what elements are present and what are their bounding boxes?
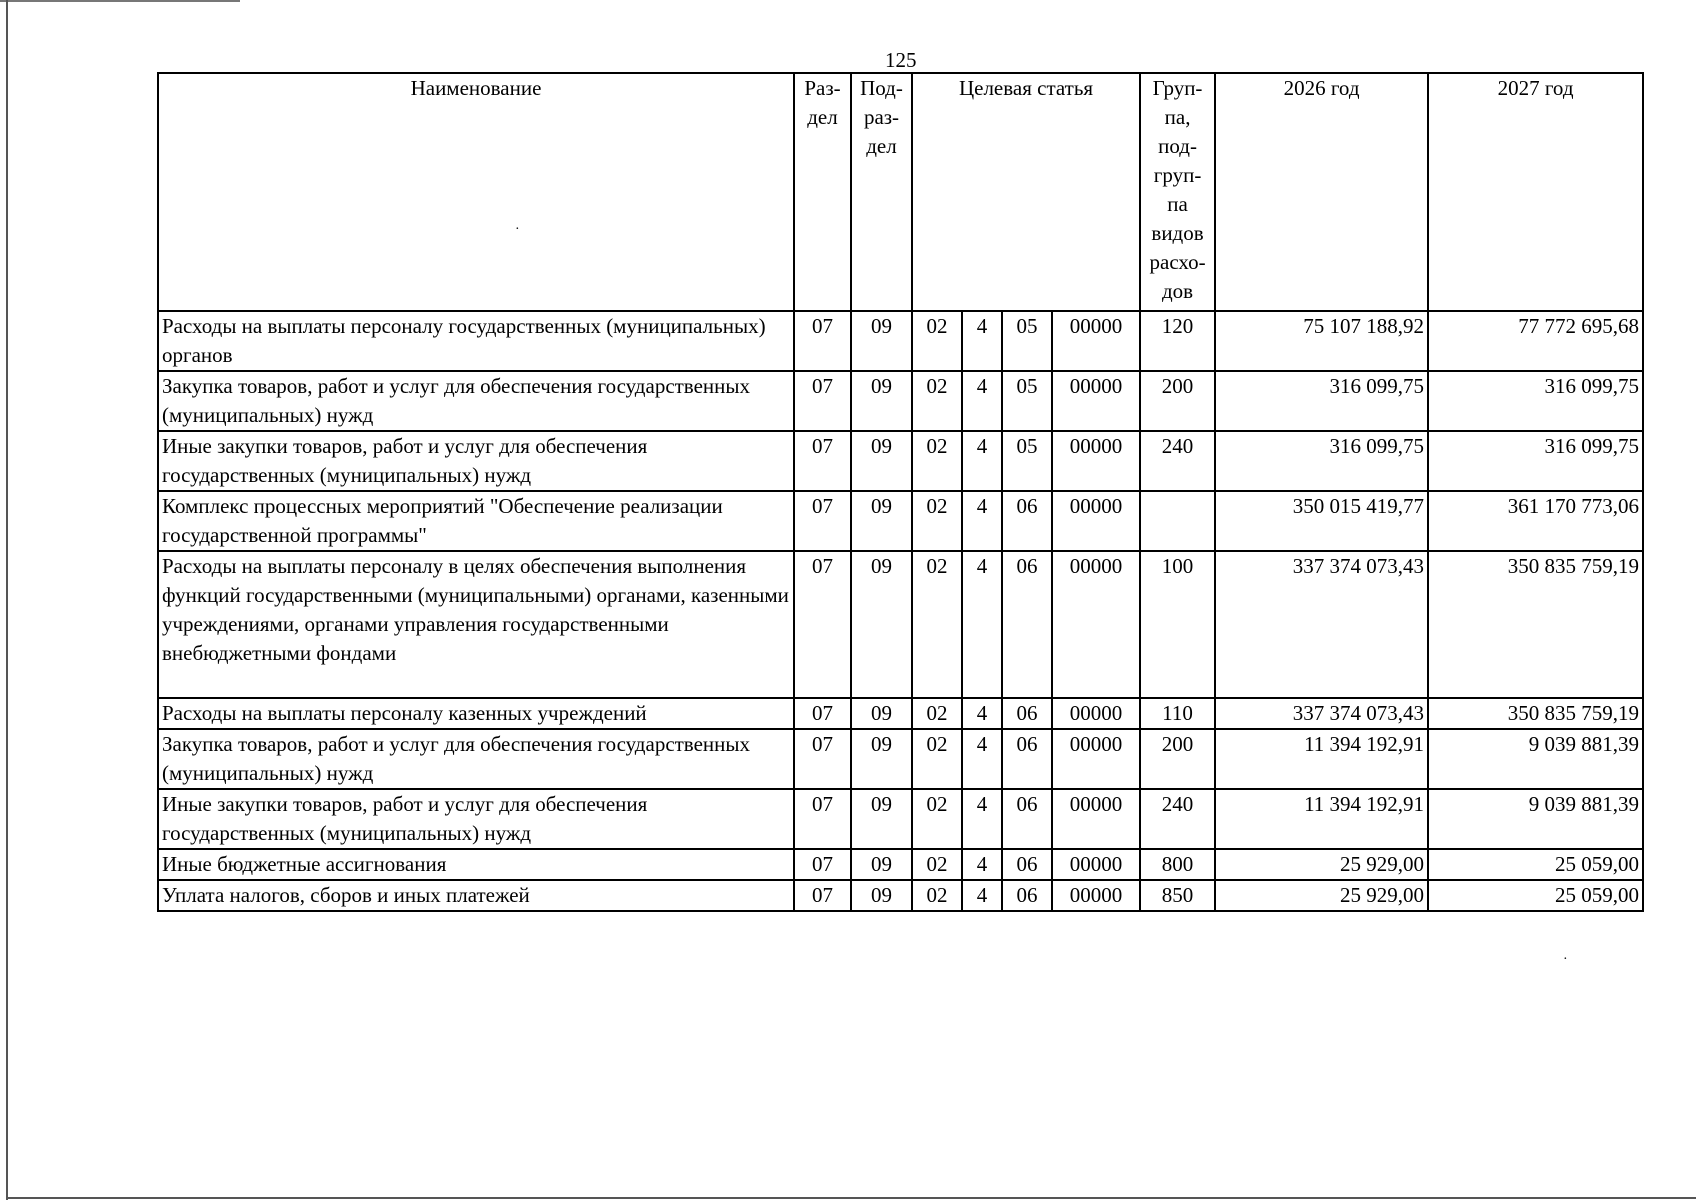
row-target-article-program: 02 [912,880,962,911]
row-target-article-program: 02 [912,698,962,729]
row-target-article-direction: 00000 [1052,789,1140,849]
row-subsection: 09 [851,698,912,729]
header-expense-group: Груп- па, под- груп- па видов расхо- дов [1140,73,1215,311]
row-amount-2026: 316 099,75 [1215,431,1428,491]
header-target-article: Целевая статья [912,73,1140,311]
row-target-article-program: 02 [912,371,962,431]
header-year-2026: 2026 год [1215,73,1428,311]
row-amount-2026: 25 929,00 [1215,880,1428,911]
row-target-article-program: 02 [912,789,962,849]
row-target-article-type: 4 [962,698,1002,729]
row-amount-2026: 75 107 188,92 [1215,311,1428,371]
row-subsection: 09 [851,551,912,698]
row-target-article-complex: 06 [1002,551,1052,698]
row-target-article-program: 02 [912,491,962,551]
table-row [158,311,1643,371]
row-amount-2026: 25 929,00 [1215,849,1428,880]
row-section: 07 [794,491,851,551]
row-target-article-direction: 00000 [1052,698,1140,729]
row-name: Уплата налогов, сборов и иных платежей [158,880,794,911]
row-target-article-complex: 06 [1002,729,1052,789]
row-target-article-type: 4 [962,551,1002,698]
row-target-article-complex: 06 [1002,698,1052,729]
row-target-article-direction: 00000 [1052,880,1140,911]
row-target-article-complex: 06 [1002,789,1052,849]
row-expense-group: 100 [1140,551,1215,698]
row-amount-2027: 350 835 759,19 [1428,551,1643,698]
row-name: Расходы на выплаты персоналу казенных учреждений [158,698,794,729]
row-amount-2027: 361 170 773,06 [1428,491,1643,551]
row-name: Комплекс процессных мероприятий "Обеспечение реализации государственной программы" [158,491,794,551]
row-expense-group: 850 [1140,880,1215,911]
scan-speck: · [1563,952,1568,967]
row-target-article-type: 4 [962,371,1002,431]
row-amount-2027: 350 835 759,19 [1428,698,1643,729]
row-amount-2027: 77 772 695,68 [1428,311,1643,371]
row-target-article-complex: 06 [1002,849,1052,880]
row-expense-group: 240 [1140,431,1215,491]
header-section: Раз- дел [794,73,851,311]
header-year-2027: 2027 год [1428,73,1643,311]
row-amount-2027: 316 099,75 [1428,431,1643,491]
row-section: 07 [794,431,851,491]
row-subsection: 09 [851,431,912,491]
row-section: 07 [794,880,851,911]
row-section: 07 [794,789,851,849]
table-row [158,789,1643,849]
scan-speck: · [515,222,520,237]
row-section: 07 [794,311,851,371]
row-target-article-program: 02 [912,551,962,698]
row-target-article-direction: 00000 [1052,491,1140,551]
row-target-article-type: 4 [962,491,1002,551]
row-amount-2026: 350 015 419,77 [1215,491,1428,551]
row-target-article-direction: 00000 [1052,551,1140,698]
row-expense-group: 240 [1140,789,1215,849]
row-amount-2026: 11 394 192,91 [1215,729,1428,789]
row-target-article-program: 02 [912,431,962,491]
row-target-article-complex: 06 [1002,491,1052,551]
row-section: 07 [794,849,851,880]
header-subsection: Под- раз- дел [851,73,912,311]
row-amount-2027: 316 099,75 [1428,371,1643,431]
row-target-article-complex: 06 [1002,880,1052,911]
row-amount-2026: 316 099,75 [1215,371,1428,431]
row-expense-group: 110 [1140,698,1215,729]
row-amount-2027: 25 059,00 [1428,880,1643,911]
table-header-row [158,73,1643,311]
row-expense-group: 800 [1140,849,1215,880]
table-row [158,849,1643,880]
row-section: 07 [794,698,851,729]
row-section: 07 [794,371,851,431]
row-target-article-direction: 00000 [1052,431,1140,491]
row-target-article-complex: 05 [1002,371,1052,431]
row-amount-2026: 337 374 073,43 [1215,551,1428,698]
row-target-article-type: 4 [962,431,1002,491]
header-name: Наименование [158,73,794,311]
row-target-article-program: 02 [912,311,962,371]
row-name: Закупка товаров, работ и услуг для обеспечения государственных (муниципальных) нужд [158,729,794,789]
row-expense-group: 200 [1140,729,1215,789]
row-name: Иные закупки товаров, работ и услуг для обеспечения государственных (муниципальных) нужд [158,789,794,849]
row-name: Иные бюджетные ассигнования [158,849,794,880]
row-target-article-program: 02 [912,729,962,789]
row-name: Расходы на выплаты персоналу в целях обеспечения выполнения функций государственными (муниципальными) органами, казенными учреждениями, органами управления государственными внебюджетными фондами [158,551,794,698]
row-name: Иные закупки товаров, работ и услуг для обеспечения государственных (муниципальных) нужд [158,431,794,491]
row-subsection: 09 [851,371,912,431]
row-name: Расходы на выплаты персоналу государственных (муниципальных) органов [158,311,794,371]
row-section: 07 [794,551,851,698]
row-target-article-type: 4 [962,880,1002,911]
row-subsection: 09 [851,729,912,789]
table-row [158,880,1643,911]
row-subsection: 09 [851,849,912,880]
row-target-article-type: 4 [962,849,1002,880]
row-subsection: 09 [851,311,912,371]
row-amount-2027: 25 059,00 [1428,849,1643,880]
row-amount-2027: 9 039 881,39 [1428,789,1643,849]
row-expense-group: 200 [1140,371,1215,431]
row-subsection: 09 [851,789,912,849]
row-amount-2027: 9 039 881,39 [1428,729,1643,789]
row-subsection: 09 [851,880,912,911]
row-target-article-type: 4 [962,729,1002,789]
table-row [158,729,1643,789]
table-row [158,431,1643,491]
page-number: 125 [885,48,917,72]
scan-edge-mark [0,0,240,2]
row-target-article-direction: 00000 [1052,371,1140,431]
row-name: Закупка товаров, работ и услуг для обеспечения государственных (муниципальных) нужд [158,371,794,431]
row-expense-group [1140,491,1215,551]
row-expense-group: 120 [1140,311,1215,371]
row-target-article-type: 4 [962,311,1002,371]
row-target-article-direction: 00000 [1052,849,1140,880]
row-amount-2026: 11 394 192,91 [1215,789,1428,849]
table-row [158,698,1643,729]
scan-left-border [6,0,8,1200]
row-amount-2026: 337 374 073,43 [1215,698,1428,729]
budget-table [157,72,1644,912]
table-row [158,491,1643,551]
table-row [158,551,1643,698]
row-target-article-complex: 05 [1002,431,1052,491]
table-row [158,371,1643,431]
row-target-article-type: 4 [962,789,1002,849]
row-section: 07 [794,729,851,789]
row-target-article-direction: 00000 [1052,729,1140,789]
row-subsection: 09 [851,491,912,551]
row-target-article-complex: 05 [1002,311,1052,371]
scan-bottom-border [6,1197,1696,1199]
row-target-article-direction: 00000 [1052,311,1140,371]
row-target-article-program: 02 [912,849,962,880]
